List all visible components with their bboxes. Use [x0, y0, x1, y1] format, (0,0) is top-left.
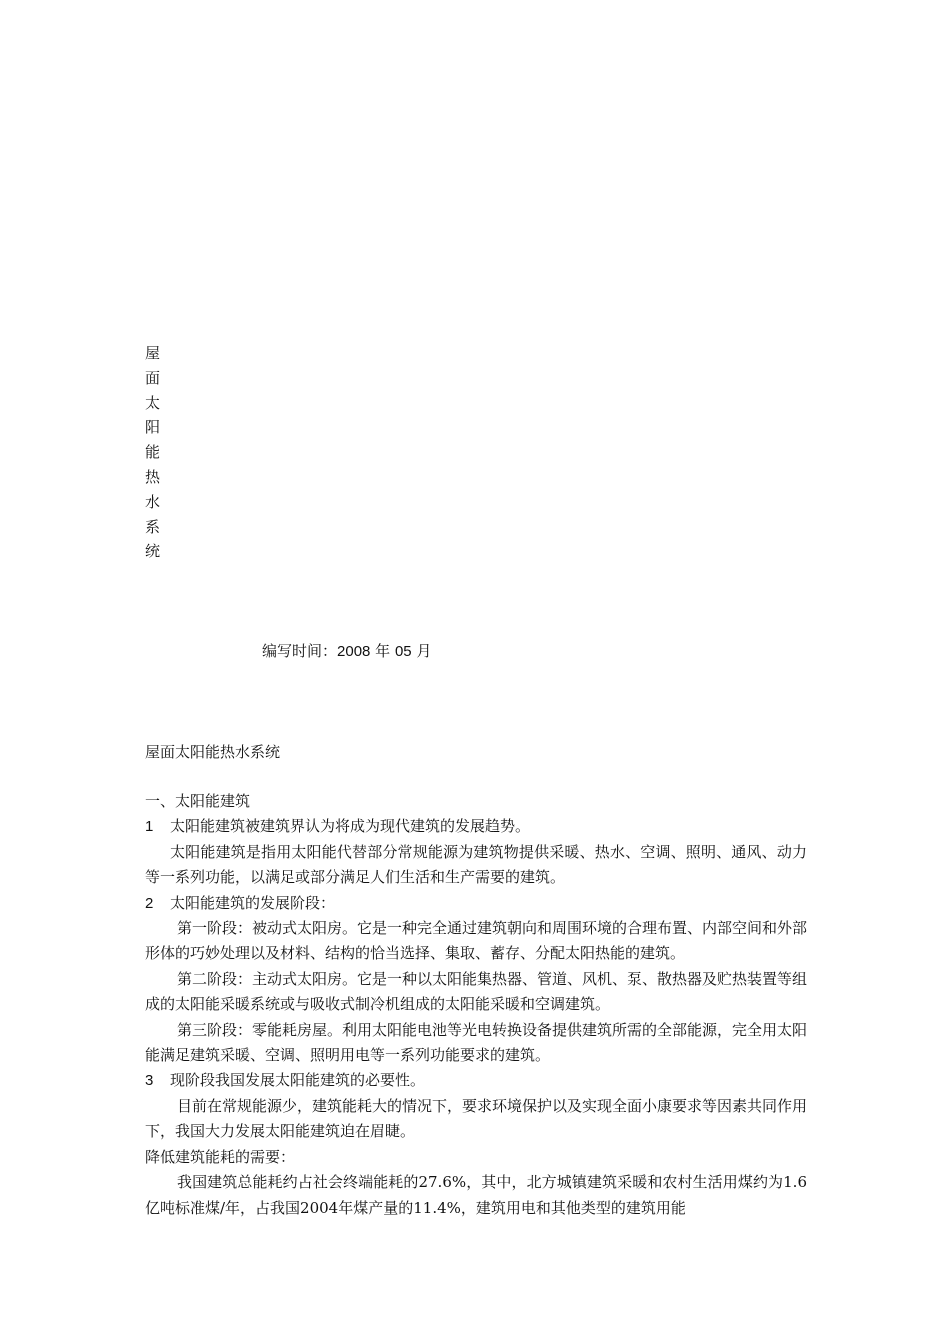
- vertical-title-char: 面: [145, 368, 161, 387]
- paragraph-necessity: 目前在常规能源少，建筑能耗大的情况下，要求环境保护以及实现全面小康要求等因素共同作用下，我国大力发展太阳能建筑迫在眉睫。: [145, 1096, 808, 1141]
- vertical-title-char: 太: [145, 393, 161, 412]
- date-month: 05: [394, 643, 412, 660]
- section-heading: 一、太阳能建筑: [145, 792, 251, 810]
- compile-date: [262, 639, 431, 664]
- item-number: 1: [145, 818, 154, 836]
- numbered-item-3: [145, 1068, 807, 1093]
- paragraph-stage-3: 第三阶段：零能耗房屋。利用太阳能电池等光电转换设备提供建筑所需的全部能源，完全用太阳能满足建筑采暖、空调、照明用电等一系列功能要求的建筑。: [145, 1020, 808, 1065]
- numbered-item-1: [145, 814, 807, 839]
- paragraph-stage-1: 第一阶段：被动式太阳房。它是一种完全通过建筑朝向和周围环境的合理布置、内部空间和外部形体的巧妙处理以及材料、结构的恰当选择、集取、蓄存、分配太阳热能的建筑。: [145, 919, 808, 963]
- vertical-title-char: 屋: [145, 344, 161, 362]
- item-text: 现阶段我国发展太阳能建筑的必要性。: [170, 1071, 426, 1090]
- paragraph-energy-consumption: 我国建筑总能耗约占社会终端能耗的27.6%，其中，北方城镇建筑采暖和农村生活用煤约为1.6亿吨标准煤/年，占我国2004年煤产量的11.4%，建筑用电和其他类型的建筑用能: [145, 1173, 807, 1217]
- vertical-title-char: 统: [145, 542, 161, 561]
- document-title: 屋面太阳能热水系统: [145, 743, 281, 761]
- vertical-title-char: 阳: [145, 418, 161, 437]
- item-number: 2: [145, 894, 154, 912]
- date-year-unit: 年: [375, 642, 391, 660]
- vertical-title-char: 系: [145, 517, 161, 536]
- paragraph-stage-2: 第二阶段：主动式太阳房。它是一种以太阳能集热器、管道、风机、泵、散热器及贮热装置等组成的太阳能采暖系统或与吸收式制冷机组成的太阳能采暖和空调建筑。: [145, 969, 808, 1014]
- vertical-title: [145, 341, 165, 564]
- item-number: 3: [145, 1072, 154, 1090]
- sub-heading: 降低建筑能耗的需要：: [145, 1147, 296, 1166]
- vertical-title-char: 能: [145, 443, 161, 462]
- date-label: 编写时间：: [262, 642, 338, 660]
- numbered-item-2: [145, 891, 807, 916]
- paragraph-definition: 太阳能建筑是指用太阳能代替部分常规能源为建筑物提供采暖、热水、空调、照明、通风、动力等一系列功能，以满足或部分满足人们生活和生产需要的建筑。: [145, 842, 807, 887]
- vertical-title-char: 热: [145, 467, 161, 486]
- date-year: 2008: [337, 643, 371, 660]
- date-month-unit: 月: [416, 642, 432, 660]
- item-text: 太阳能建筑的发展阶段：: [170, 893, 336, 912]
- vertical-title-char: 水: [145, 492, 161, 511]
- item-text: 太阳能建筑被建筑界认为将成为现代建筑的发展趋势。: [170, 817, 531, 836]
- document-body: [145, 789, 807, 1221]
